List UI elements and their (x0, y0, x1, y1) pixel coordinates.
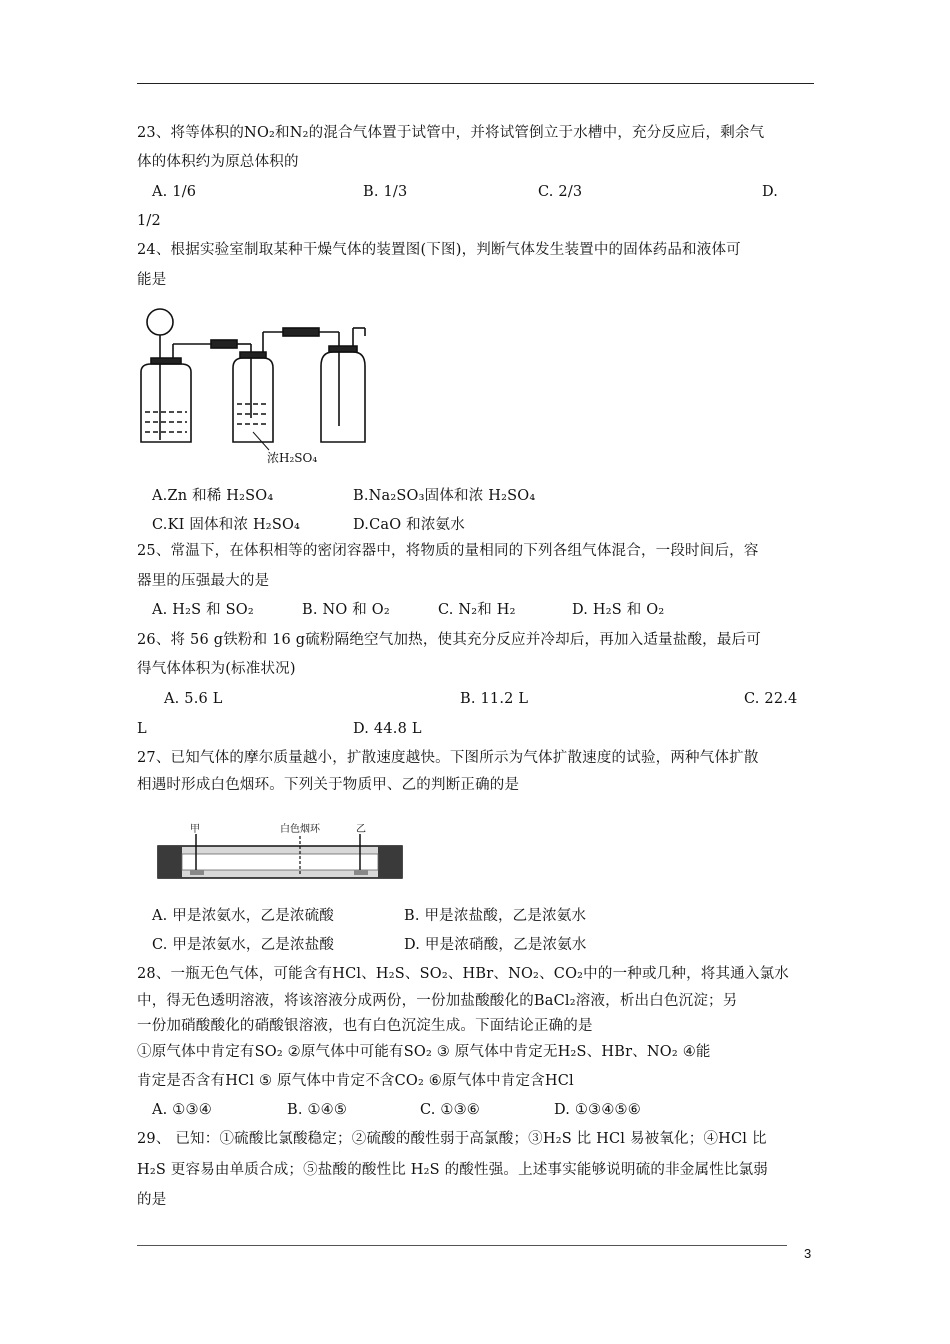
q28-option-a: A. ①③④ (152, 1102, 212, 1118)
q28-option-b: B. ①④⑤ (287, 1102, 348, 1118)
q28-stem-line5: 肯定是否含有HCl ⑤ 原气体中肯定不含CO₂ ⑥原气体中肯定含HCl (137, 1073, 574, 1089)
gas-apparatus-figure (133, 300, 393, 470)
diffusion-tube-figure (152, 820, 407, 885)
q25-option-b: B. NO 和 O₂ (302, 602, 390, 618)
bottle2-stopper (240, 352, 266, 358)
q26-option-c-unit: L (137, 721, 147, 737)
q26-stem-line1: 26、将 56 g铁粉和 16 g硫粉隔绝空气加热，使其充分反应并冷却后，再加入适量盐酸，最后可 (137, 632, 761, 648)
q23-option-d: D. (762, 184, 779, 200)
bottle3-stopper (329, 346, 357, 352)
q26-option-c: C. 22.4 (744, 691, 798, 707)
q28-stem-line1: 28、一瓶无色气体，可能含有HCl、H₂S、SO₂、HBr、NO₂、CO₂中的一种或几种，将其通入氯水 (137, 966, 789, 982)
q27-stem-line2: 相遇时形成白色烟环。下列关于物质甲、乙的判断正确的是 (137, 777, 520, 793)
q26-stem-line2: 得气体体积为(标准状况) (137, 661, 296, 677)
q28-stem-line2: 中，得无色透明溶液，将该溶液分成两份，一份加盐酸酸化的BaCl₂溶液，析出白色沉淀；另 (137, 993, 738, 1009)
page-number: 3 (804, 1246, 812, 1261)
label-jia: 甲 (190, 824, 200, 835)
funnel-bulb (147, 309, 173, 335)
q29-stem-line3: 的是 (137, 1192, 167, 1208)
q23-option-a: A. 1/6 (152, 184, 197, 200)
bottle1-body (141, 364, 191, 442)
q27-option-a: A. 甲是浓氨水，乙是浓硫酸 (152, 908, 334, 924)
q23-option-c: C. 2/3 (538, 184, 583, 200)
q27-option-d: D. 甲是浓硝酸，乙是浓氨水 (404, 937, 587, 953)
q25-option-c: C. N₂和 H₂ (438, 602, 516, 618)
q29-stem-line1: 29、 已知：①硫酸比氯酸稳定；②硫酸的酸性弱于高氯酸；③H₂S 比 HCl 易被氧化；④HCl 比 (137, 1131, 767, 1147)
q24-stem-line2: 能是 (137, 272, 167, 288)
q26-option-d: D. 44.8 L (353, 721, 422, 737)
q29-stem-line2: H₂S 更容易由单质合成；⑤盐酸的酸性比 H₂S 的酸性强。上述事实能够说明硫的非金属性比氯弱 (137, 1162, 769, 1178)
header-rule (137, 83, 814, 84)
q23-option-b: B. 1/3 (363, 184, 408, 200)
bottle3-body (321, 352, 365, 442)
label-yi: 乙 (356, 824, 366, 835)
q23-stem-line2: 体的体积约为原总体积的 (137, 154, 299, 170)
q23-stem-line1: 23、将等体积的NO₂和N₂的混合气体置于试管中，并将试管倒立于水槽中，充分反应后，剩余气 (137, 125, 765, 141)
q27-option-b: B. 甲是浓盐酸，乙是浓氨水 (404, 908, 587, 924)
q27-option-c: C. 甲是浓氨水，乙是浓盐酸 (152, 937, 335, 953)
q26-option-a: A. 5.6 L (164, 691, 223, 707)
left-stopper (158, 846, 182, 878)
q24-option-a: A.Zn 和稀 H₂SO₄ (152, 488, 274, 504)
footer-rule (137, 1245, 787, 1246)
q24-stem-line1: 24、根据实验室制取某种干燥气体的装置图(下图)，判断气体发生装置中的固体药品和液体可 (137, 242, 741, 258)
q25-stem-line2: 器里的压强最大的是 (137, 573, 270, 589)
q25-option-d: D. H₂S 和 O₂ (572, 602, 665, 618)
bottle2-body (233, 358, 273, 442)
q28-stem-line3: 一份加硝酸酸化的硝酸银溶液，也有白色沉淀生成。下面结论正确的是 (137, 1018, 593, 1034)
q25-option-a: A. H₂S 和 SO₂ (152, 602, 254, 618)
q26-option-b: B. 11.2 L (460, 691, 529, 707)
q28-stem-line4: ①原气体中肯定有SO₂ ②原气体中可能有SO₂ ③ 原气体中肯定无H₂S、HBr、NO₂ ④能 (137, 1044, 711, 1060)
bottle1-stopper (151, 358, 181, 364)
q24-option-c: C.KI 固体和浓 H₂SO₄ (152, 517, 301, 533)
conc-sulfuric-acid-label: 浓H₂SO₄ (267, 451, 318, 465)
q25-stem-line1: 25、常温下，在体积相等的密闭容器中，将物质的量相同的下列各组气体混合，一段时间后，容 (137, 543, 759, 559)
label-white-smoke-ring: 白色烟环 (280, 824, 320, 835)
q28-option-d: D. ①③④⑤⑥ (554, 1102, 641, 1118)
q28-option-c: C. ①③⑥ (420, 1102, 480, 1118)
q27-stem-line1: 27、已知气体的摩尔质量越小，扩散速度越快。下图所示为气体扩散速度的试验，两种气体扩散 (137, 750, 759, 766)
q23-option-d-value: 1/2 (137, 213, 161, 229)
q24-option-d: D.CaO 和浓氨水 (353, 517, 465, 533)
right-stopper (378, 846, 402, 878)
q24-option-b: B.Na₂SO₃固体和浓 H₂SO₄ (353, 488, 536, 504)
